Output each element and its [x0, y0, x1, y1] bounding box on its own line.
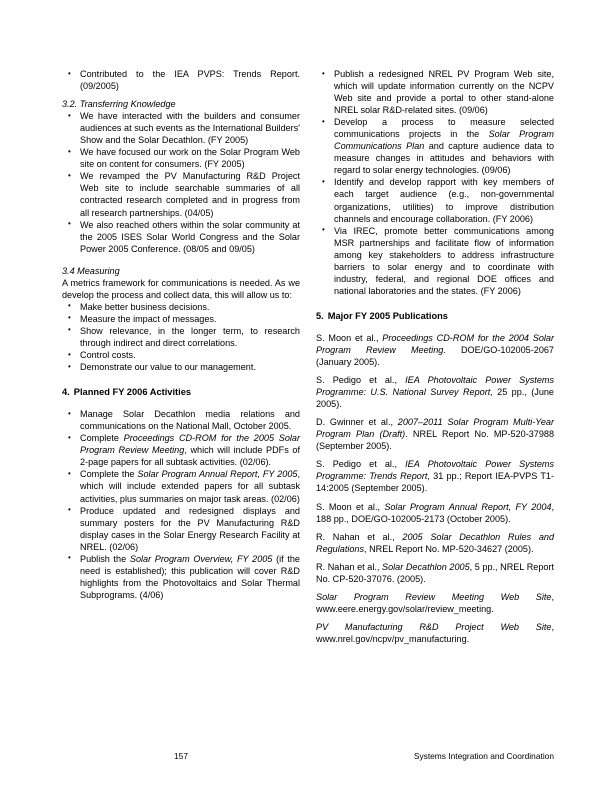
list-item: • Show relevance, in the longer term, to research through indirect and direct correlations. — [62, 325, 300, 349]
list-item — [62, 408, 300, 432]
heading-3-2: 3.2. Transferring Knowledge — [62, 99, 176, 110]
text-run: , 188 pp., DOE/GO-102005-2173 (October 2005). — [316, 501, 554, 524]
heading-title: Planned FY 2006 Activities — [73, 387, 192, 398]
section-4-continued-bullet-list — [316, 68, 554, 297]
list-item: • Make better business decisions. — [62, 301, 300, 313]
publication-reference — [316, 374, 554, 410]
italic-title-run: PV Manufacturing R&D Project Web Site — [316, 621, 552, 632]
text-run: R. Nahan et al., — [316, 531, 403, 542]
italic-title-run: Solar Program Annual Report, FY 2005 — [137, 469, 298, 480]
publication-reference — [316, 501, 554, 525]
list-item — [316, 68, 554, 116]
spacer — [316, 297, 554, 310]
text-run: , which will include extended papers for all subtask activities, plus summaries on major task areas. (02/06) — [80, 469, 300, 504]
text-run: , 25 pp., (June 2005). — [316, 387, 554, 410]
spacer — [62, 373, 300, 386]
section-3-4-bullet-list — [62, 301, 300, 373]
list-item: • We revamped the PV Manufacturing R&D Project Web site to include searchable summaries of all contracted research completed and in progress from all research partnerships. (04/05) — [62, 170, 300, 218]
list-item — [62, 553, 300, 601]
text-run: Via IREC, promote better communications among MSR partnerships and facilitate flow of information among key stakeholders to address infrastructure barriers to solar energy and to coordinate with industry, federal, and regional DOE offices and national laboratories and the states. (FY 2006) — [334, 225, 554, 296]
spacer — [62, 255, 300, 265]
text-run: and capture audience data to measure changes in attitudes and behaviors with regard to solar energy technologies. (09/06) — [334, 141, 554, 176]
page-footer — [62, 751, 554, 762]
list-item: • We have focused our work on the Solar Program Web site on content for consumers. (FY 2005) — [62, 146, 300, 170]
text-run: Manage Solar Decathlon media relations and communications on the National Mall, October 2005. — [80, 409, 300, 432]
italic-title-run: Solar Program Annual Report, FY 2004 — [384, 501, 552, 512]
italic-title-run: Solar Program Overview, FY 2005 — [129, 553, 273, 564]
list-item: • We have interacted with the builders and consumer audiences at such events as the International Builders' Show and the Solar Decathlon. (FY 2005) — [62, 110, 300, 146]
text-run: . DOE/GO-102005-2067 (January 2005). — [316, 344, 554, 368]
text-run: Publish a redesigned NREL PV Program Web site, which will update information currently on the NCPV Web site and provide a portal to other stand-alone NREL solar R&D-related sites. (09/06) — [334, 69, 554, 116]
text-run: , 31 pp.; Report IEA-PVPS T1-14:2005 (September 2005). — [316, 471, 554, 494]
publication-reference — [316, 458, 554, 494]
text-run: , www.eere.energy.gov/solar/review_meeting. — [316, 591, 554, 614]
list-item: • We also reached others within the solar community at the 2005 ISES Solar World Congress and the Solar Power 2005 Conference. (08/05 and 09/05) — [62, 219, 300, 255]
heading-section-5 — [316, 310, 554, 322]
text-run: D. Gwinner et al., — [316, 417, 398, 428]
text-run: , www.nrel.gov/ncpv/pv_manufacturing. — [316, 621, 554, 644]
italic-title-run: Solar Decathlon 2005 — [382, 561, 470, 572]
heading-3-4: 3.4 Measuring — [62, 265, 120, 276]
italic-title-run: IEA Photovoltaic Power Systems Programme: U.S. National Survey Report — [316, 375, 554, 398]
list-item — [62, 432, 300, 468]
spacer — [316, 322, 554, 332]
text-run: Develop a process to measure selected communications projects in the — [334, 117, 554, 140]
list-item: • Measure the impact of messages. — [62, 313, 300, 325]
publication-reference-list — [316, 332, 554, 645]
heading-title: Major FY 2005 Publications — [327, 310, 448, 321]
right-column — [316, 68, 554, 645]
italic-title-run: Proceedings CD-ROM for the 2004 Solar Program Review Meeting — [316, 332, 554, 355]
list-item — [62, 505, 300, 553]
text-run: S. Moon et al., — [316, 501, 385, 512]
text-run: S. Pedigo et al., — [316, 459, 406, 470]
text-run: . NREL Report No. MP-520-37988 (September 2005). — [316, 429, 555, 452]
text-run: Complete the — [80, 469, 138, 480]
text-run: , 5 pp., NREL Report No. CP-520-37076. (2005). — [316, 561, 554, 584]
publication-reference — [316, 561, 554, 585]
text-run: S. Moon et al., — [316, 332, 383, 343]
italic-title-run: Solar Program Communications Plan — [334, 129, 554, 152]
text-run: Identify and develop rapport with key members of each target audience (e.g., non-governmental organizations, utilities) to improve distribution channels and encourage collaboration. (FY 2006) — [334, 177, 554, 224]
italic-title-run: IEA Photovoltaic Power Systems Programme: Trends Report — [316, 459, 554, 482]
spacer — [62, 398, 300, 408]
text-run: R. Nahan et al., — [316, 561, 383, 572]
publication-reference — [316, 416, 554, 452]
text-run: Complete — [80, 433, 124, 444]
page-number: 157 — [174, 751, 188, 761]
publication-reference — [316, 591, 554, 615]
italic-title-run: Proceedings CD-ROM for the 2005 Solar Program Review Meeting — [80, 433, 301, 456]
italic-title-run: 2007–2011 Solar Program Multi-Year Program Plan (Draft) — [316, 417, 554, 440]
text-run: Publish the — [80, 553, 130, 564]
text-run: , NREL Report No. MP-520-34627 (2005). — [364, 543, 534, 554]
publication-reference — [316, 531, 554, 555]
text-run: , which will include PDFs of 2-page papers for all subtask activities. (02/06). — [80, 445, 300, 468]
list-item: • Demonstrate our value to our management. — [62, 361, 300, 373]
italic-title-run: Solar Program Review Meeting Web Site — [316, 591, 552, 602]
publication-reference — [316, 621, 554, 645]
text-run: (if the need is established); this publication will cover R&D highlights from the Photovoltaics and Solar Thermal Subprograms. (4/06) — [80, 553, 300, 600]
heading-number: 4. — [62, 387, 70, 398]
text-run: Produce updated and redesigned displays and summary posters for the PV Manufacturing R&D display cases in the Solar Energy Research Facility at NREL. (02/06) — [80, 505, 300, 552]
left-column — [62, 68, 300, 645]
section-3-4-intro: A metrics framework for communications is needed. As we develop the process and collect data, this will allow us to: — [62, 277, 300, 300]
heading-number: 5. — [316, 310, 324, 321]
list-item — [316, 176, 554, 224]
list-item: • Control costs. — [62, 349, 300, 361]
continued-bullet-list — [62, 68, 300, 92]
italic-title-run: 2005 Solar Decathlon Rules and Regulations — [316, 531, 554, 554]
heading-section-4 — [62, 386, 300, 398]
running-section-title: Systems Integration and Coordination — [413, 751, 554, 761]
text-run: S. Pedigo et al., — [316, 375, 406, 386]
two-column-body — [62, 68, 554, 645]
list-item — [316, 116, 554, 176]
section-4-bullet-list — [62, 408, 300, 601]
section-3-2-bullet-list — [62, 110, 300, 255]
publication-reference — [316, 332, 554, 368]
list-item — [62, 468, 300, 504]
list-item — [316, 225, 554, 297]
list-item: • Contributed to the IEA PVPS: Trends Report. (09/2005) — [62, 68, 300, 92]
